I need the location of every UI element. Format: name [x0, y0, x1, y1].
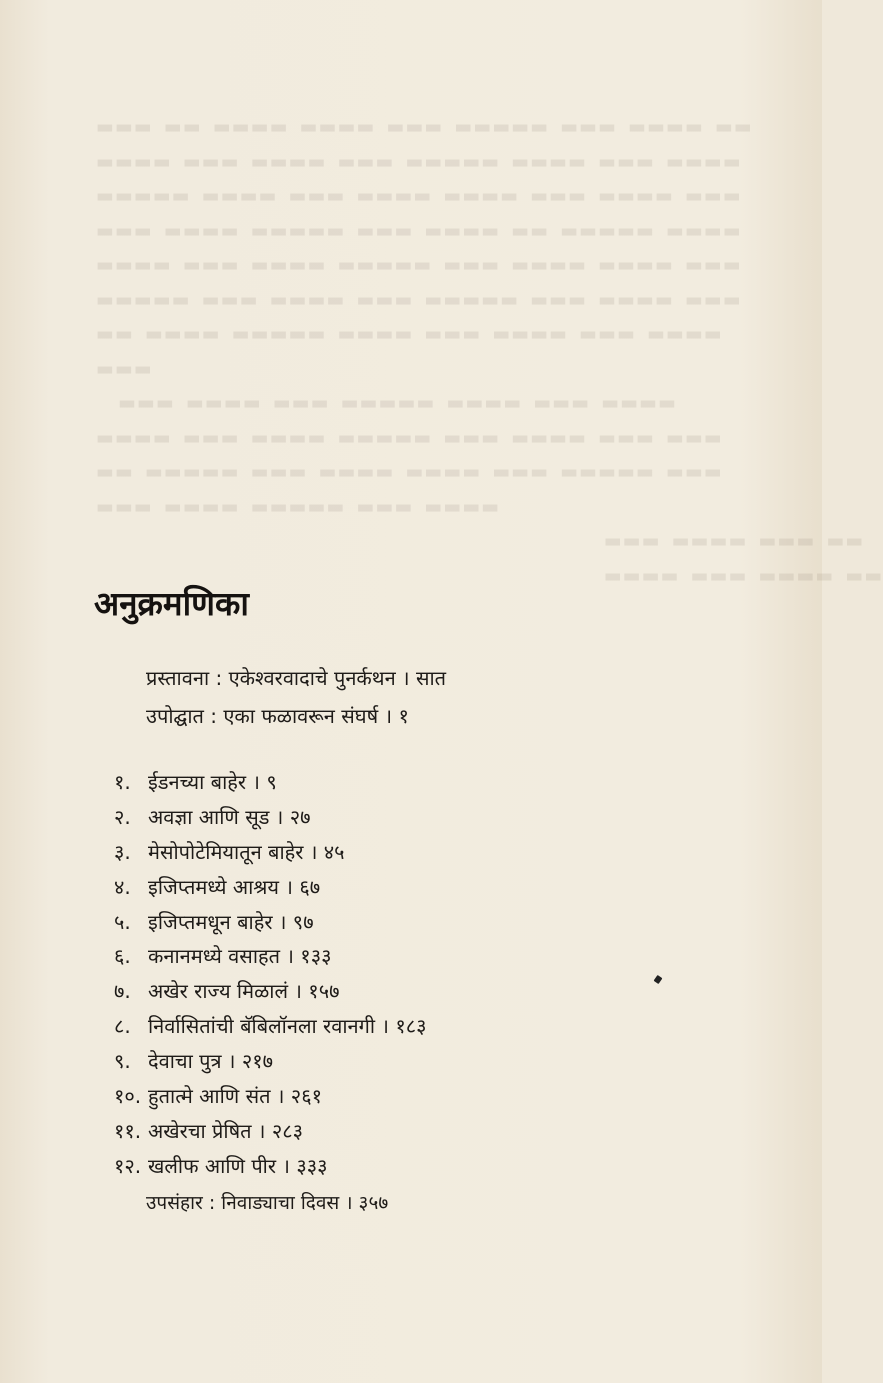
- toc-chapter-row: [114, 977, 427, 1012]
- show-through-texture: ▬▬▬ ▬▬ ▬▬▬▬ ▬▬▬▬ ▬▬▬ ▬▬▬▬▬ ▬▬▬ ▬▬▬▬ ▬▬ ▬▬▬▬ ▬▬▬ ▬▬▬▬ ▬▬▬ ▬▬▬▬▬ ▬▬▬▬ ▬▬▬ ▬▬▬▬ ▬▬▬▬▬ ▬▬▬▬ ▬▬▬ ▬▬▬▬ ▬▬▬▬ ▬▬▬ ▬▬▬▬ ▬▬▬ ▬▬▬ ▬▬▬▬ ▬▬▬▬▬ ▬▬▬ ▬▬▬▬ ▬▬ ▬▬▬▬▬ ▬▬▬▬ ▬▬▬▬ ▬▬▬ ▬▬▬▬ ▬▬▬▬▬ ▬▬▬ ▬▬▬▬ ▬▬▬▬ ▬▬▬ ▬▬▬▬▬ ▬▬▬ ▬▬▬▬ ▬▬▬ ▬▬▬▬▬ ▬▬▬ ▬▬▬▬ ▬▬▬ ▬▬ ▬▬▬▬ ▬▬▬▬▬ ▬▬▬▬ ▬▬▬ ▬▬▬▬ ▬▬▬ ▬▬▬▬ ▬▬▬ ▬▬▬ ▬▬▬▬ ▬▬▬ ▬▬▬▬▬ ▬▬▬▬ ▬▬▬ ▬▬▬▬ ▬▬▬▬ ▬▬▬ ▬▬▬▬ ▬▬▬▬▬ ▬▬▬ ▬▬▬▬ ▬▬▬ ▬▬▬ ▬▬ ▬▬▬▬▬ ▬▬▬ ▬▬▬▬ ▬▬▬▬ ▬▬▬ ▬▬▬▬▬ ▬▬▬ ▬▬▬ ▬▬▬▬ ▬▬▬▬▬ ▬▬▬ ▬▬▬▬ ▬▬▬ ▬▬▬▬ ▬▬▬ ▬▬ ▬▬▬▬ ▬▬▬ ▬▬▬▬ ▬▬: [96, 116, 883, 587]
- chapter-number: २.: [114, 804, 131, 829]
- toc-entry-epilogue: उपसंहार : निवाड्याचा दिवस । ३५७: [146, 1192, 389, 1214]
- chapter-number: ४.: [114, 874, 131, 899]
- chapter-entry: खलीफ आणि पीर । ३३३: [148, 1153, 328, 1178]
- toc-chapter-row: [114, 1012, 427, 1047]
- ink-speck: [654, 975, 663, 984]
- toc-title: अनुक्रमणिका: [94, 584, 249, 623]
- chapter-entry: निर्वासितांची बॅबिलॉनला रवानगी । १८३: [148, 1014, 427, 1039]
- chapter-entry: मेसोपोटेमियातून बाहेर । ४५: [148, 839, 345, 864]
- chapter-entry: देवाचा पुत्र । २१७: [148, 1049, 274, 1074]
- toc-chapter-row: [114, 1082, 427, 1117]
- toc-chapter-row: [114, 768, 427, 803]
- chapter-entry: अखेर राज्य मिळालं । १५७: [148, 979, 340, 1004]
- toc-chapter-row: [114, 908, 427, 943]
- chapter-entry: कनानमध्ये वसाहत । १३३: [148, 944, 332, 969]
- chapter-entry: ईडनच्या बाहेर । ९: [148, 770, 277, 794]
- chapter-entry: इजिप्तमधून बाहेर । ९७: [148, 909, 314, 934]
- toc-chapter-row: [114, 803, 427, 838]
- toc-chapter-list: [114, 768, 427, 1187]
- toc-chapter-row: [114, 838, 427, 873]
- chapter-number: ९.: [114, 1049, 131, 1074]
- chapter-number: १.: [114, 770, 131, 794]
- chapter-number: ११.: [114, 1118, 142, 1143]
- toc-entry-introduction: उपोद्घात : एका फळावरून संघर्ष । १: [146, 704, 409, 728]
- chapter-number: ८.: [114, 1014, 131, 1039]
- chapter-entry: हुतात्मे आणि संत । २६१: [148, 1084, 322, 1109]
- chapter-number: १०.: [114, 1084, 142, 1109]
- chapter-number: ६.: [114, 944, 131, 969]
- chapter-number: ५.: [114, 909, 131, 934]
- toc-chapter-row: [114, 1047, 427, 1082]
- chapter-number: १२.: [114, 1153, 142, 1178]
- toc-chapter-row: [114, 873, 427, 908]
- chapter-entry: अखेरचा प्रेषित । २८३: [148, 1118, 304, 1143]
- toc-chapter-row: [114, 942, 427, 977]
- chapter-entry: अवज्ञा आणि सूड । २७: [148, 804, 311, 829]
- chapter-entry: इजिप्तमध्ये आश्रय । ६७: [148, 874, 321, 899]
- toc-chapter-row: [114, 1117, 427, 1152]
- chapter-number: ३.: [114, 839, 131, 864]
- toc-entry-prologue: प्रस्तावना : एकेश्वरवादाचे पुनर्कथन । सात: [146, 666, 447, 690]
- toc-chapter-row: [114, 1152, 427, 1187]
- chapter-number: ७.: [114, 979, 131, 1004]
